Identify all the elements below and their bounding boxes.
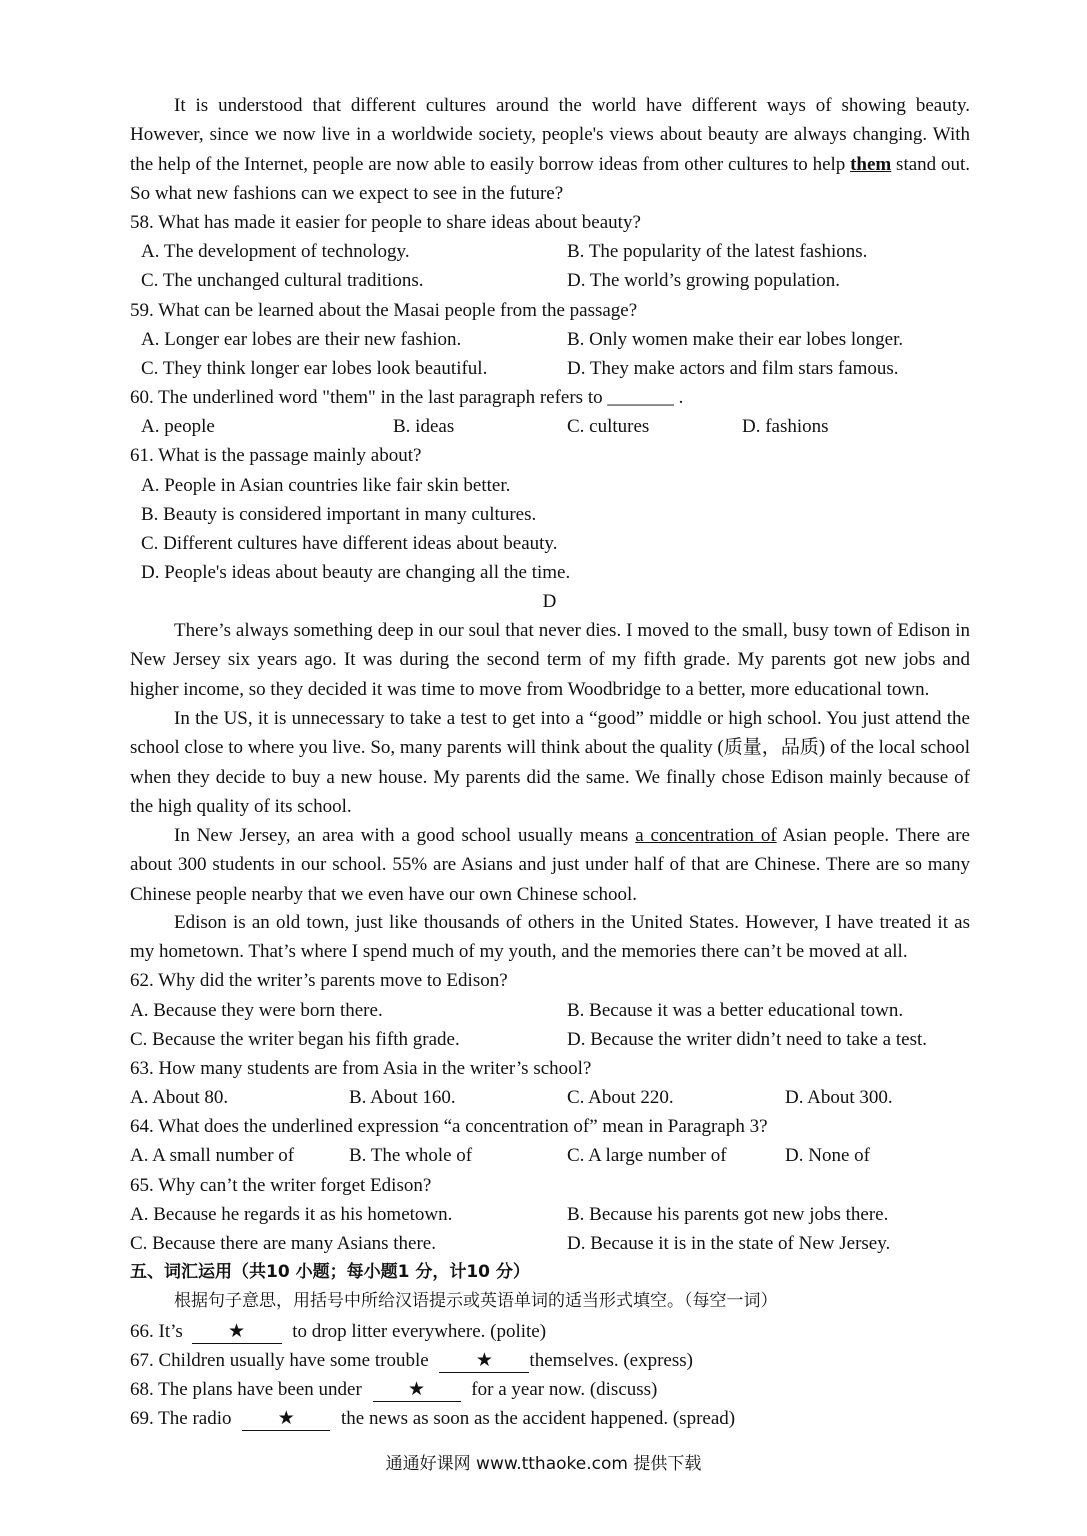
fill-item-66: [130, 1317, 546, 1346]
option-64-b[interactable]: B. The whole of: [349, 1145, 473, 1166]
passage-text: stand out. So what new fashions can we expect to see in the future?: [130, 153, 970, 204]
passage-text: In the US, it is unnecessary to take a test to get into a “good” middle or high school. You just attend the school close to where you live. So, many parents will think about the quality (质量，品质) of the local school when they decide to buy a new house. My parents did the same. We finally chose Edison mainly because of the high quality of its school.: [130, 708, 970, 817]
passage-d-paragraph-3: [130, 821, 970, 909]
option-64-c[interactable]: C. A large number of: [567, 1145, 727, 1166]
fill-item-68: [130, 1375, 657, 1404]
option-62-a[interactable]: A. Because they were born there.: [130, 1000, 383, 1021]
option-60-d[interactable]: D. fashions: [742, 416, 829, 437]
option-60-c[interactable]: C. cultures: [567, 416, 650, 437]
answer-blank[interactable]: ★: [439, 1350, 529, 1373]
question-63-stem: 63. How many students are from Asia in the writer’s school?: [130, 1058, 592, 1079]
question-58-stem: 58. What has made it easier for people to share ideas about beauty?: [130, 212, 641, 233]
item-prefix: 68. The plans have been under: [130, 1379, 362, 1400]
page-footer: 通通好课网 www.tthaoke.com 提供下载: [385, 1454, 702, 1474]
option-59-d[interactable]: D. They make actors and film stars famous.: [567, 358, 899, 379]
question-64-stem: 64. What does the underlined expression “a concentration of” mean in Paragraph 3?: [130, 1116, 768, 1137]
passage-text: In New Jersey, an area with a good school usually means: [174, 825, 636, 846]
fill-item-67: [130, 1346, 693, 1375]
option-60-a[interactable]: A. people: [141, 416, 215, 437]
item-prefix: 66. It’s: [130, 1321, 183, 1342]
passage-d-paragraph-4: Edison is an old town, just like thousands of others in the United States. However, I have treated it as my hometown. That’s where I spend much of my youth, and the memories there can’t be moved at all.: [130, 912, 970, 963]
option-59-b[interactable]: B. Only women make their ear lobes longer.: [567, 329, 904, 350]
section-5-instruction: 根据句子意思，用括号中所给汉语提示或英语单词的适当形式填空。（每空一词）: [174, 1291, 778, 1311]
option-63-b[interactable]: B. About 160.: [349, 1087, 456, 1108]
item-prefix: 67. Children usually have some trouble: [130, 1350, 429, 1371]
item-suffix: themselves. (express): [529, 1350, 693, 1371]
item-prefix: 69. The radio: [130, 1408, 232, 1429]
question-62-stem: 62. Why did the writer’s parents move to Edison?: [130, 970, 508, 991]
option-60-b[interactable]: B. ideas: [393, 416, 455, 437]
option-59-c[interactable]: C. They think longer ear lobes look beautiful.: [141, 358, 488, 379]
option-58-a[interactable]: A. The development of technology.: [141, 241, 410, 262]
option-64-d[interactable]: D. None of: [785, 1145, 870, 1166]
option-61-c[interactable]: C. Different cultures have different ideas about beauty.: [141, 533, 558, 554]
item-suffix: the news as soon as the accident happened. (spread): [341, 1408, 736, 1429]
passage-text: Asian people. There are about 300 students in our school. 55% are Asians and just under half of that are Chinese. There are so many Chinese people nearby that we even have our own Chinese school.: [130, 825, 970, 905]
option-58-b[interactable]: B. The popularity of the latest fashions.: [567, 241, 868, 262]
option-61-a[interactable]: A. People in Asian countries like fair skin better.: [141, 475, 511, 496]
item-suffix: for a year now. (discuss): [471, 1379, 658, 1400]
option-58-c[interactable]: C. The unchanged cultural traditions.: [141, 270, 424, 291]
passage-d-title: D: [542, 591, 557, 612]
option-63-d[interactable]: D. About 300.: [785, 1087, 893, 1108]
passage-text: It is understood that different cultures around the world have different ways of showing beauty. However, since we now live in a worldwide society, people's views about beauty are always changing. With the help of the Internet, people are now able to easily borrow ideas from other cultures to help: [130, 95, 970, 175]
option-65-c[interactable]: C. Because there are many Asians there.: [130, 1233, 436, 1254]
underlined-expression: a concentration of: [635, 825, 777, 846]
answer-blank[interactable]: ★: [192, 1321, 282, 1344]
question-60-stem: 60. The underlined word "them" in the last paragraph refers to _______ .: [130, 387, 684, 408]
option-61-b[interactable]: B. Beauty is considered important in many cultures.: [141, 504, 537, 525]
fill-item-69: [130, 1404, 735, 1433]
option-64-a[interactable]: A. A small number of: [130, 1145, 295, 1166]
answer-blank[interactable]: ★: [373, 1379, 461, 1402]
question-61-stem: 61. What is the passage mainly about?: [130, 445, 422, 466]
option-62-b[interactable]: B. Because it was a better educational town.: [567, 1000, 904, 1021]
question-65-stem: 65. Why can’t the writer forget Edison?: [130, 1175, 432, 1196]
option-62-d[interactable]: D. Because the writer didn’t need to take a test.: [567, 1029, 927, 1050]
answer-blank[interactable]: ★: [242, 1408, 330, 1431]
option-61-d[interactable]: D. People's ideas about beauty are changing all the time.: [141, 562, 571, 583]
option-59-a[interactable]: A. Longer ear lobes are their new fashion.: [141, 329, 462, 350]
option-65-d[interactable]: D. Because it is in the state of New Jersey.: [567, 1233, 891, 1254]
question-59-stem: 59. What can be learned about the Masai people from the passage?: [130, 300, 638, 321]
item-suffix: to drop litter everywhere. (polite): [292, 1321, 547, 1342]
option-65-b[interactable]: B. Because his parents got new jobs there.: [567, 1204, 889, 1225]
passage-d-paragraph-1: There’s always something deep in our soul that never dies. I moved to the small, busy town of Edison in New Jersey six years ago. It was during the second term of my fifth grade. My parents got new jobs and higher income, so they decided it was time to move from Woodbridge to a better, more educational town.: [130, 620, 970, 700]
option-65-a[interactable]: A. Because he regards it as his hometown.: [130, 1204, 453, 1225]
option-63-c[interactable]: C. About 220.: [567, 1087, 674, 1108]
highlighted-word: them: [850, 153, 892, 175]
passage-c-paragraph: [130, 91, 970, 208]
option-62-c[interactable]: C. Because the writer began his fifth grade.: [130, 1029, 460, 1050]
option-63-a[interactable]: A. About 80.: [130, 1087, 229, 1108]
section-5-title: 五、词汇运用（共10 小题；每小题1 分，计10 分）: [130, 1262, 530, 1282]
passage-d-paragraph-2: [130, 704, 970, 821]
option-58-d[interactable]: D. The world’s growing population.: [567, 270, 841, 291]
